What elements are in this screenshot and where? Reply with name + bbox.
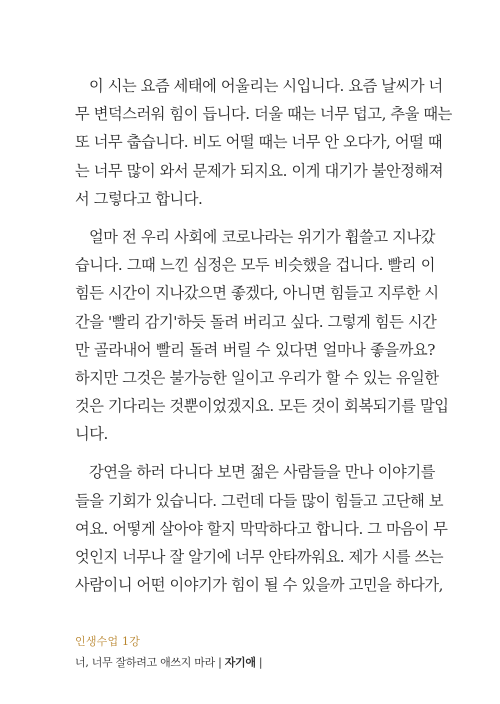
text-line: 힘든 시간이 지나갔으면 좋겠다, 아니면 힘들고 지루한 시 xyxy=(75,284,439,303)
text-line: 이 시는 요즘 세태에 어울리는 시입니다. 요즘 날씨가 너 xyxy=(89,77,443,95)
book-title: 너, 너무 잘하려고 애쓰지 마라 xyxy=(75,656,215,669)
text-line: 여요. 어떻게 살아야 할지 막막하다고 합니다. 그 마음이 무 xyxy=(75,519,448,538)
text-line: 서 그렇다고 합니다. xyxy=(75,189,203,208)
title-separator: | xyxy=(218,656,222,669)
text-line: 무 변덕스러워 힘이 듭니다. 더울 때는 너무 덥고, 추울 때는 xyxy=(75,105,452,124)
text-line: 는 너무 많이 와서 문제가 되지요. 이게 대기가 불안정해져 xyxy=(75,161,444,180)
text-line: 하지만 그것은 불가능한 일이고 우리가 할 수 있는 유일한 xyxy=(75,368,439,387)
paragraph-2 xyxy=(75,223,449,449)
page-footer xyxy=(75,634,262,671)
text-line: 또 너무 춥습니다. 비도 어떨 때는 너무 안 오다가, 어떨 때 xyxy=(75,133,443,152)
text-line: 간을 '빨리 감기'하듯 돌려 버리고 싶다. 그렇게 힘든 시간 xyxy=(75,312,437,331)
text-line: 것은 기다리는 것뿐이었겠지요. 모든 것이 회복되기를 말입 xyxy=(75,397,449,416)
chapter-label: 인생수업 1강 xyxy=(75,635,141,648)
text-line: 강연을 하러 다니다 보면 젊은 사람들을 만나 이야기를 xyxy=(89,463,435,482)
text-line: 얼마 전 우리 사회에 코로나라는 위기가 휩쓸고 지나갔 xyxy=(89,227,435,246)
text-line: 습니다. 그때 느낀 심정은 모두 비슷했을 겁니다. 빨리 이 xyxy=(75,256,435,275)
text-line: 사람이니 어떤 이야기가 힘이 될 수 있을까 고민을 하다가, xyxy=(75,576,444,595)
text-line: 니다. xyxy=(75,425,108,444)
text-line: 엇인지 너무나 잘 알기에 너무 안타까워요. 제가 시를 쓰는 xyxy=(75,548,444,566)
paragraph-1 xyxy=(75,72,452,213)
page-body xyxy=(75,72,452,609)
text-line: 만 골라내어 빨리 돌려 버릴 수 있다면 얼마나 좋을까요? xyxy=(75,340,435,359)
paragraph-3 xyxy=(75,458,448,599)
running-title xyxy=(75,655,262,671)
section-title: 자기애 xyxy=(224,656,256,669)
end-separator: | xyxy=(258,656,263,669)
text-line: 들을 기회가 있습니다. 그런데 다들 많이 힘들고 고단해 보 xyxy=(75,491,444,510)
